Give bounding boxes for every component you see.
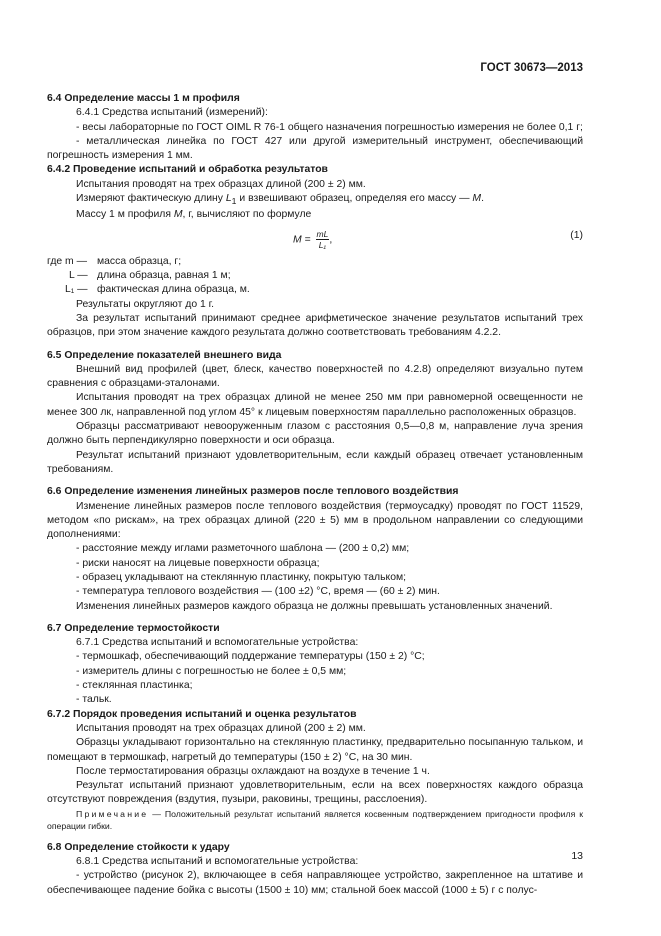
list-item: - тальк. — [76, 694, 112, 706]
paragraph — [47, 208, 583, 222]
subscript: 1 — [231, 196, 237, 207]
list-item: - весы лабораторные по ГОСТ OIML R 76-1 общего назначения погрешностью измерения не более 0,1 г; — [76, 121, 583, 133]
where-text: масса образца, г; — [97, 255, 182, 267]
section-heading-6-5: 6.5 Определение показателей внешнего вида — [47, 349, 282, 361]
where-line — [47, 269, 583, 283]
symbol-l1: L — [225, 193, 232, 205]
paragraph: Образцы рассматривают невооруженным глазом с расстояния 0,5—0,8 м, направление луча зрения должно быть перпендикулярно поверхности и оси образца. — [47, 421, 583, 447]
list-item: - металлическая линейка по ГОСТ 427 или другой измерительный инструмент, обеспечивающий погрешность измерения 1 мм. — [47, 135, 583, 162]
clause-6-8-1: 6.8.1 Средства испытаний и вспомогательные устройства: — [76, 856, 359, 868]
formula-expression — [293, 229, 332, 250]
paragraph: Результаты округляют до 1 г. — [76, 298, 215, 310]
note-label: Примечание — [76, 808, 149, 819]
text-run: , г, вычисляют по формуле — [182, 209, 312, 221]
paragraph: Результат испытаний признают удовлетворительным, если на всех поверхностях каждого образца отсутствуют повреждения (вздутия, пузыри, раковины, трещины, расслоения). — [47, 780, 583, 806]
formula-number: (1) — [570, 229, 583, 241]
text-run: . — [481, 193, 484, 205]
section-heading-6-8: 6.8 Определение стойкости к удару — [47, 841, 230, 853]
paragraph: Испытания проводят на трех образцах длиной (200 ± 2) мм. — [76, 722, 366, 734]
where-symbol: L — — [69, 270, 88, 282]
paragraph: За результат испытаний принимают среднее арифметическое значение результатов испытаний трех образцов, при этом значение каждого результата должно соответствовать требованиям 4.2.2. — [47, 312, 583, 339]
paragraph: Испытания проводят на трех образцах длиной не менее 250 мм при равномерной освещенности не менее 300 лк, направленной под углом 45° к лицевым поверхностям параллельно расположенных образцов. — [47, 392, 583, 418]
formula-1 — [47, 225, 583, 255]
section-heading-6-7: 6.7 Определение термостойкости — [47, 622, 220, 634]
formula-tail: , — [329, 234, 333, 245]
document-header: ГОСТ 30673—2013 — [480, 62, 583, 74]
list-item: - риски наносят на лицевые поверхности образца; — [76, 557, 320, 569]
list-item: - термошкаф, обеспечивающий поддержание температуры (150 ± 2) °С; — [76, 651, 425, 663]
clause-6-4-1: 6.4.1 Средства испытаний (измерений): — [76, 107, 268, 119]
text-run: Измеряют фактическую длину — [76, 193, 226, 205]
where-symbol: L₁ — — [65, 284, 88, 296]
paragraph: Результат испытаний признают удовлетворительным, если каждый образец отвечает установленным требованиям. — [47, 449, 583, 475]
paragraph: Изменение линейных размеров после теплового воздействия (термоусадку) проводят по ГОСТ 11529, методом «по рискам», на трех образцах длиной (220 ± 5) мм в продольном направлении со следующими дополнениями: — [47, 500, 583, 541]
symbol-m: M — [472, 193, 482, 205]
list-item: - образец укладывают на стеклянную пластинку, покрытую тальком; — [76, 571, 407, 583]
section-heading-6-6: 6.6 Определение изменения линейных размеров после теплового воздействия — [47, 486, 459, 498]
section-heading-6-4-2: 6.4.2 Проведение испытаний и обработка результатов — [47, 164, 328, 176]
text-run: и взвешивают образец, определяя его массу — — [236, 193, 473, 205]
where-text: фактическая длина образца, м. — [97, 284, 250, 296]
paragraph: После термостатирования образцы охлаждают на воздухе в течение 1 ч. — [76, 765, 430, 777]
list-item: - устройство (рисунок 2), включающее в себя направляющее устройство, закрепленное на штативе и обеспечивающее падение бойка с высоты (1500 ± 10) мм; стальной боек массой (1000 ± 5) г с полус- — [47, 870, 583, 896]
note-text: — Положительный результат испытаний является косвенным подтверждением пригодности профиля к операции гибки. — [47, 808, 583, 832]
section-heading-6-4: 6.4 Определение массы 1 м профиля — [47, 93, 240, 104]
where-line — [47, 283, 583, 297]
text-run: Массу 1 м профиля — [76, 209, 174, 221]
list-item: - стеклянная пластинка; — [76, 680, 193, 692]
clause-6-7-1: 6.7.1 Средства испытаний и вспомогательные устройства: — [76, 637, 359, 649]
document-body — [47, 92, 583, 898]
formula-denominator: L₁ — [318, 239, 327, 250]
list-item: - расстояние между иглами разметочного шаблона — (200 ± 0,2) мм; — [76, 543, 410, 555]
formula-numerator: mL — [316, 228, 329, 239]
where-line — [47, 255, 583, 269]
list-item: - измеритель длины с погрешностью не более ± 0,5 мм; — [76, 665, 347, 677]
where-symbol: где m — — [47, 255, 87, 267]
paragraph: Испытания проводят на трех образцах длиной (200 ± 2) мм. — [76, 178, 366, 190]
symbol-m: M — [173, 209, 183, 221]
note — [47, 808, 583, 833]
where-text: длина образца, равная 1 м; — [97, 270, 231, 282]
list-item: - температура теплового воздействия — (100 ±2) °С, время — (60 ± 2) мин. — [76, 586, 440, 598]
section-heading-6-7-2: 6.7.2 Порядок проведения испытаний и оценка результатов — [47, 708, 357, 720]
page-number: 13 — [571, 850, 583, 862]
formula-lhs: M = — [293, 234, 311, 245]
formula-fraction — [316, 228, 333, 250]
paragraph — [47, 192, 583, 208]
paragraph: Внешний вид профилей (цвет, блеск, качество поверхностей по 4.2.8) определяют визуально путем сравнения с образцами-эталонами. — [47, 363, 583, 390]
paragraph: Образцы укладывают горизонтально на стеклянную пластинку, предварительно посыпанную тальком, и помещают в термошкаф, нагретый до температуры (150 ± 2) °С, на 30 мин. — [47, 737, 583, 763]
paragraph: Изменения линейных размеров каждого образца не должны превышать установленных значений. — [76, 600, 553, 612]
